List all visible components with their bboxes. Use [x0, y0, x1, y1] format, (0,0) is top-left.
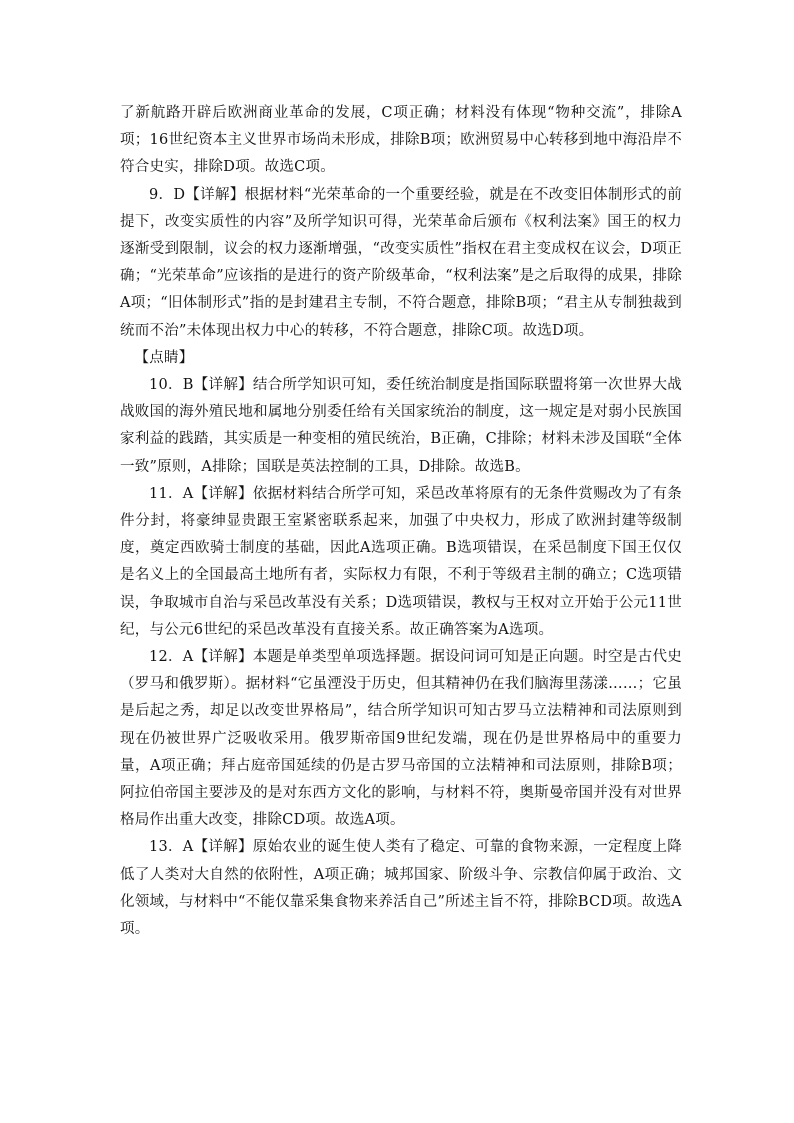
- paragraph-q11: 11．A【详解】依据材料结合所学可知，采邑改革将原有的无条件赏赐改为了有条件分封，将豪绅显贵跟王室紧密联系起来，加强了中央权力，形成了欧洲封建等级制度，奠定西欧骑士制度的基础，因此A选项正确。B选项错误，在采邑制度下国王仅仅是名义上的全国最高土地所有者，实际权力有限，不利于等级君主制的确立；C选项错误，争取城市自治与采邑改革没有关系；D选项错误，教权与王权对立开始于公元11世纪，与公元6世纪的采邑改革没有直接关系。故正确答案为A选项。: [120, 485, 682, 638]
- paragraph-q8-continuation: 了新航路开辟后欧洲商业革命的发展，C项正确；材料没有体现“物种交流”，排除A项；16世纪资本主义世界市场尚未形成，排除B项；欧洲贸易中心转移到地中海沿岸不符合史实，排除D项。故选C项。: [120, 105, 682, 176]
- paragraph-q12: 12．A【详解】本题是单类型单项选择题。据设问词可知是正向题。时空是古代史（罗马和俄罗斯）。据材料“它虽湮没于历史，但其精神仍在我们脑海里荡漾……；它虽是后起之秀，却足以改变世界格局”，结合所学知识可知古罗马立法精神和司法原则到现在仍被世界广泛吸收采用。俄罗斯帝国9世纪发端，现在仍是世界格局中的重要力量，A项正确；拜占庭帝国延续的仍是古罗马帝国的立法精神和司法原则，排除B项；阿拉伯帝国主要涉及的是对东西方文化的影响，与材料不符，奥斯曼帝国并没有对世界格局作出重大改变，排除CD项。故选A项。: [120, 649, 682, 829]
- paragraph-q10: 10．B【详解】结合所学知识可知，委任统治制度是指国际联盟将第一次世界大战战败国的海外殖民地和属地分别委任给有关国家统治的制度，这一规定是对弱小民族国家利益的践踏，其实质是一种变相的殖民统治，B正确，C排除；材料未涉及国联“全体一致”原则，A排除；国联是英法控制的工具，D排除。故选B。: [120, 377, 682, 475]
- paragraph-q13: 13．A【详解】原始农业的诞生使人类有了稳定、可靠的食物来源，一定程度上降低了人类对大自然的依附性，A项正确；城邦国家、阶级斗争、宗教信仰属于政治、文化领域，与材料中“不能仅靠采集食物来养活自己”所述主旨不符，排除BCD项。故选A项。: [120, 839, 682, 938]
- note-heading: 【点睛】: [134, 349, 194, 366]
- paragraph-q9: 9．D【详解】根据材料“光荣革命的一个重要经验，就是在不改变旧体制形式的前提下，改变实质性的内容”及所学知识可得，光荣革命后颁布《权利法案》国王的权力逐渐受到限制，议会的权力逐渐增强，“改变实质性”指权在君主变成权在议会，D项正确；“光荣革命”应该指的是进行的资产阶级革命，“权利法案”是之后取得的成果，排除A项；“旧体制形式”指的是封建君主专制，不符合题意，排除B项；“君主从专制独裁到统而不治”未体现出权力中心的转移，不符合题意，排除C项。故选D项。: [120, 186, 682, 339]
- answer-explanations: [120, 100, 682, 943]
